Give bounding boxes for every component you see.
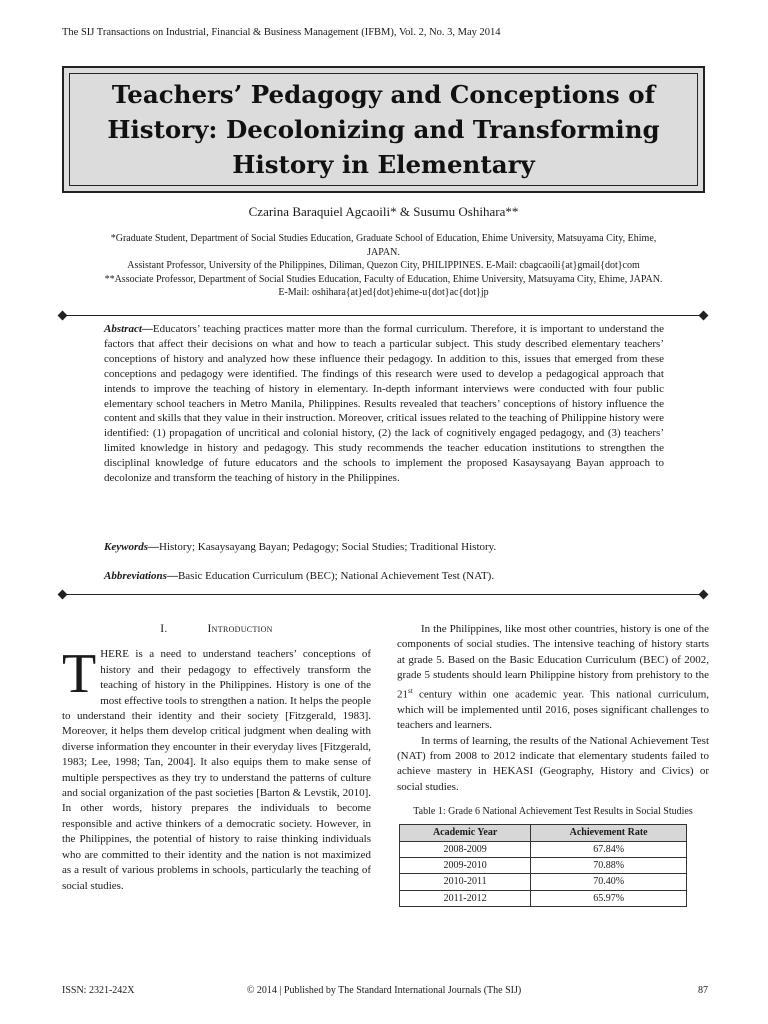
abbreviations: [104, 570, 664, 582]
table-cell: 2010-2011: [400, 874, 531, 890]
divider-top: [62, 315, 704, 316]
abstract-dash: —: [141, 323, 153, 335]
affiliation-line-4: **Associate Professor, Department of Social Studies Education, Faculty of Education, Ehime University, Matsuyama City, Ehime, JAPAN.: [104, 273, 663, 285]
affiliation-line-5: E-Mail: oshihara{at}ed{dot}ehime-u{dot}ac{dot}jp: [278, 287, 489, 298]
nat-results-table: [399, 824, 687, 907]
abbreviations-text: Basic Education Curriculum (BEC); National Achievement Test (NAT).: [177, 570, 495, 582]
table-cell: 2008-2009: [400, 841, 531, 857]
section-heading: [62, 622, 371, 637]
intro-paragraph-1: [62, 643, 371, 894]
title-box: [62, 66, 705, 193]
section-title: Introduction: [207, 623, 273, 635]
abbreviations-dash: —: [166, 570, 178, 582]
intro-paragraph-2-text-a: In the Philippines, like most other countries, history is one of the components of social studies. The intensive teaching of history starts at grade 5. Based on the Basic Education Curriculum (BEC) of 2002, grade 5 students should learn Philippine history from prehistory to the 21: [397, 623, 709, 701]
table-row: [400, 890, 687, 906]
table-cell: 70.40%: [531, 874, 687, 890]
keywords-label: Keywords: [104, 541, 148, 553]
keywords-dash: —: [148, 541, 159, 553]
table-cell: 2011-2012: [400, 890, 531, 906]
title-line-3: History in Elementary: [232, 150, 535, 179]
abstract-label: Abstract: [104, 323, 142, 335]
table-cell: 2009-2010: [400, 857, 531, 873]
header-achievement-rate: Achievement Rate: [531, 825, 687, 841]
table-header-row: [400, 825, 687, 841]
title-line-1: Teachers’ Pedagogy and Conceptions of: [111, 80, 656, 109]
abstract: [104, 322, 664, 486]
affiliation-line-1: *Graduate Student, Department of Social Studies Education, Graduate School of Education, Ehime University, Matsuyama City, Ehime,: [110, 233, 657, 244]
table-row: [400, 874, 687, 890]
keywords: [104, 541, 664, 553]
title-line-2: History: Decolonizing and Transforming: [107, 115, 660, 144]
authors: Czarina Baraquiel Agcaoili* & Susumu Oshihara**: [248, 204, 519, 219]
right-column: [397, 622, 709, 907]
left-column: [62, 622, 371, 894]
abbreviations-label: Abbreviations: [104, 570, 167, 582]
table-cell: 67.84%: [531, 841, 687, 857]
header-academic-year: Academic Year: [400, 825, 531, 841]
intro-paragraph-1-text: HERE is a need to understand teachers’ conceptions of history and their pedagogy to effectively transform the teaching of history in the Philippines. History is one of the most effective tools to strengthen a nation. It helps the people to understand their identity and their society [Fitzgerald, 1983]. Moreover, it helps them develop critical judgment when dealing with diverse information they encounter in their everyday lives [Fitzgerald, 1983; Lee, 1998; Tan, 2004]. It also equips them to make sense of multiple perspectives as they try to understand the patterns of culture and social organization of the past societies [Barton & Levstik, 2010]. In other words, history prepares the individuals to become responsible and active thinkers of a democratic society. However, in the Philippines, the potential of history to raise thinking individuals who are committed to their identity and the nation is not maximized as a result of various problems in schools, particularly the teaching of social studies.: [62, 648, 371, 892]
keywords-text: History; Kasaysayang Bayan; Pedagogy; Social Studies; Traditional History.: [159, 541, 497, 553]
paper-title: [107, 77, 659, 182]
footer-issn: ISSN: 2321-242X: [62, 985, 135, 996]
superscript-st: st: [408, 686, 413, 695]
intro-paragraph-2-text-b: century within one academic year. This national curriculum, which will be implemented until 2016, poses significant challenges to teachers and learners.: [397, 688, 709, 732]
page-number: 87: [698, 985, 708, 996]
table-cell: 70.88%: [531, 857, 687, 873]
intro-paragraph-2: [397, 622, 709, 734]
affiliations: [62, 232, 705, 300]
divider-bottom: [62, 594, 704, 595]
abstract-text: Educators’ teaching practices matter more than the formal curriculum. Therefore, it is important to understand the factors that affect their decisions on what and how to teach a particular subject. This study described elementary teachers’ conceptions of history and analyzed how these influence their pedagogy. In addition to this, issues that emerged from these conceptions and pedagogy were identified. The findings of this research were used to develop a pedagogical approach that intends to improve the teaching of history in elementary. In-depth informant interviews were conducted with four public elementary school teachers in Metro Manila, Philippines. Results revealed that teachers’ conceptions of history influence the content and skills that they value in their instruction. Moreover, critical issues related to the teaching of Philippine history were identified: (1) propagation of uncritical and colonial history, (2) the lack of cognitively engaged pedagogy, and (3) teachers’ limited knowledge in history and pedagogy. This study recommends the teacher education institutions to strengthen the disciplinal knowledge of future educators and the schools to implement the proposed Kasaysayang Bayan approach to decolonize and transform the teaching of history in the Philippines.: [104, 323, 664, 485]
footer-publisher: © 2014 | Published by The Standard International Journals (The SIJ): [246, 985, 522, 996]
affiliation-line-3: Assistant Professor, University of the Philippines, Diliman, Quezon City, PHILIPPINES. E-Mail: cbagcaoili{at}gmail{dot}com: [127, 260, 640, 271]
drop-cap: T: [62, 643, 97, 706]
affiliation-line-2: JAPAN.: [367, 246, 400, 258]
intro-paragraph-3: In terms of learning, the results of the National Achievement Test (NAT) from 2008 to 2012 indicate that elementary students failed to achieve mastery in HEKASI (Geography, History and Civics) or social studies.: [397, 734, 709, 793]
table-cell: 65.97%: [531, 890, 687, 906]
journal-header: The SIJ Transactions on Industrial, Financial & Business Management (IFBM), Vol. 2, No. 3, May 2014: [62, 27, 501, 38]
section-number: I.: [160, 623, 168, 635]
title-frame: [69, 73, 698, 186]
table-caption: Table 1: Grade 6 National Achievement Test Results in Social Studies: [413, 806, 693, 818]
table-row: [400, 857, 687, 873]
table-row: [400, 841, 687, 857]
